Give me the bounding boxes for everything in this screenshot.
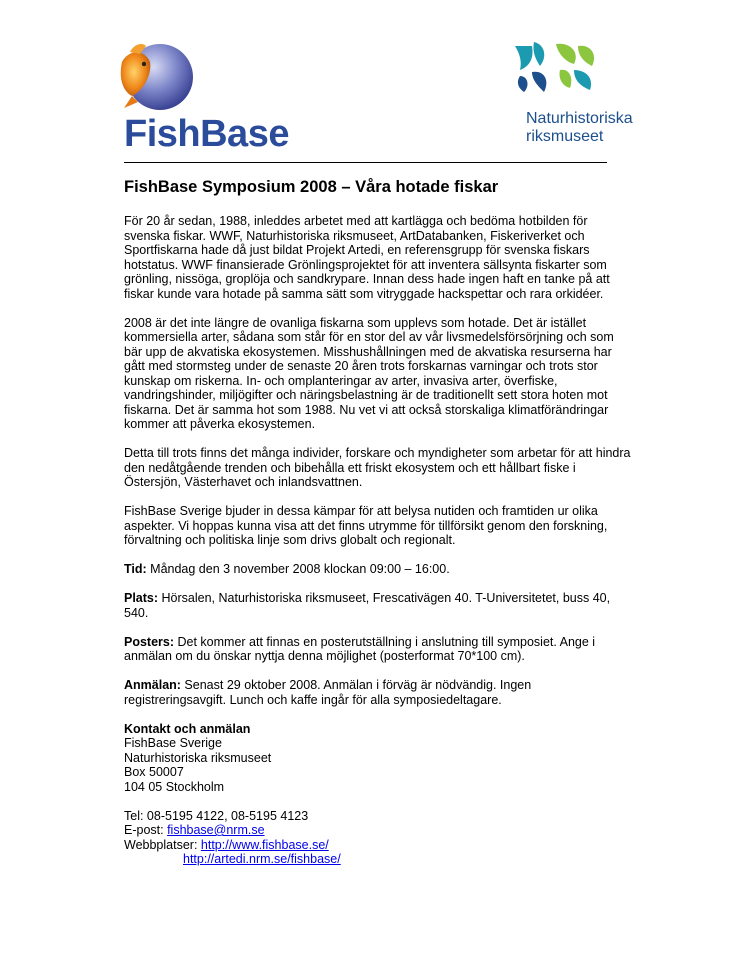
place-info (124, 591, 644, 620)
place-label: Plats: (124, 591, 159, 605)
text-line: Östersjön, Västerhavet och inlandsvattnen. (124, 475, 363, 489)
contact-line: 104 05 Stockholm (124, 779, 225, 794)
text-line: FishBase Sverige bjuder in dessa kämpar för att belysa nutiden och framtiden ur olika (124, 504, 598, 518)
text-line: grönling, nissöga, groplöja och sandkrypare. Innan dess hade ingen haft en tanke på att (124, 272, 610, 286)
text-line: För 20 år sedan, 1988, inleddes arbetet med att kartlägga och bedöma hotbilden för (124, 214, 588, 228)
contact-phone: Tel: 08-5195 4122, 08-5195 4123 (124, 808, 309, 823)
document-title: FishBase Symposium 2008 – Våra hotade fiskar (124, 178, 499, 196)
contact-web-line-2 (124, 852, 644, 867)
contact-line: Box 50007 (124, 765, 184, 779)
contact-heading: Kontakt och anmälan (124, 721, 251, 736)
email-link[interactable]: fishbase@nrm.se (167, 823, 265, 837)
web-label: Webbplatser: (124, 837, 201, 852)
text-line: hotstatus. WWF finansierade Grönlingsprojektet för att inventera sällsynta fiskarter som (124, 257, 607, 272)
text-line: fiskarna. Det är samma hot som 1988. Nu vet vi att också storskaliga klimatförändringar (124, 402, 609, 417)
posters-line (124, 635, 644, 650)
email-label: E-post: (124, 823, 168, 837)
registration-value-cont: registreringsavgift. Lunch och kaffe ingår för alla symposiedeltagare. (124, 692, 502, 707)
intro-paragraph-2 (124, 316, 644, 432)
text-line: kommersiella arter, sådana som står för en stor del av vår livsmedelsförsörjning och som (124, 330, 614, 344)
contact-web-line (124, 838, 644, 853)
website-link-fishbase[interactable]: http://www.fishbase.se/ (200, 837, 329, 852)
registration-label: Anmälan: (124, 678, 181, 692)
posters-info (124, 635, 644, 664)
registration-info (124, 678, 644, 707)
place-value: Hörsalen, Naturhistoriska riksmuseet, Frescativägen 40. T-Universitetet, buss 40, (158, 591, 611, 605)
text-line: Sportfiskarna hade då just bildat Projekt Artedi, en referensgrupp för svenska fiskars (124, 243, 590, 257)
text-line: aspekter. Vi hoppas kunna visa att det finns utrymme för tillförsikt genom den forskning, (124, 518, 608, 533)
museum-leaf-icon (515, 42, 594, 92)
time-value: Måndag den 3 november 2008 klockan 09:00 – 16:00. (146, 562, 450, 576)
document-body (124, 177, 644, 881)
text-line: bär upp de akvatiska ekosystemen. Misshushållningen med de akvatiska resurserna har (124, 344, 612, 359)
contact-details (124, 809, 644, 867)
contact-block (124, 722, 644, 795)
posters-value-cont: anmälan om du önskar nyttja denna möjlighet (posterformat 70*100 cm). (124, 649, 525, 663)
contact-line: Naturhistoriska riksmuseet (124, 750, 272, 765)
text-line: förvaltning och politiska linje som drivs globalt och regionalt. (124, 533, 456, 547)
place-line (124, 591, 644, 606)
museum-name-line2: riksmuseet (526, 128, 604, 145)
registration-line (124, 678, 644, 693)
text-line: 2008 är det inte längre de ovanliga fiskarna som upplevs som hotade. Det är istället (124, 315, 587, 330)
text-line: kommer att påverka ekosystemen. (124, 417, 316, 431)
text-line: fiskar kunde vara hotade på samma sätt som vitryggade hackspettar och rara orkidéer. (124, 286, 604, 301)
fishbase-logo (116, 40, 296, 152)
contact-email-line (124, 823, 644, 838)
text-line: vandringshinder, miljögifter och näringsbelastning är de traditionellt sett stora hoten mot (124, 388, 608, 402)
museum-name-line1: Naturhistoriska (526, 110, 633, 127)
posters-value: Det kommer att finnas en posterutställning i anslutning till symposiet. Ange i (174, 634, 596, 649)
place-value-cont: 540. (124, 605, 149, 620)
time-label: Tid: (124, 562, 147, 576)
text-line: den nedåtgående trenden och bibehålla ett friskt ekosystem och ett hållbart fiske i (124, 460, 576, 475)
contact-line: FishBase Sverige (124, 736, 222, 750)
text-line: Detta till trots finns det många individer, forskare och myndigheter som arbetar för att hindra (124, 446, 631, 460)
museum-logo-text (526, 110, 633, 146)
text-line: svenska fiskar. WWF, Naturhistoriska riksmuseet, ArtDatabanken, Fiskeriverket och (124, 228, 585, 243)
intro-paragraph-4 (124, 504, 644, 548)
fishbase-logo-text: FishBase (124, 113, 289, 152)
time-info (124, 562, 644, 577)
intro-paragraph-1 (124, 214, 644, 301)
text-line: gått med stormsteg under de senaste 20 åren trots forskarnas varningar och trots stor (124, 359, 598, 373)
time-line (124, 562, 644, 577)
text-line: kunskap om riskerna. In- och omplanteringar av arter, invasiva arter, överfiske, (124, 373, 558, 388)
registration-value: Senast 29 oktober 2008. Anmälan i förväg är nödvändig. Ingen (180, 678, 532, 692)
intro-paragraph-3 (124, 446, 644, 490)
posters-label: Posters: (124, 634, 175, 649)
header-divider (124, 162, 607, 163)
website-link-artedi[interactable]: http://artedi.nrm.se/fishbase/ (183, 852, 341, 866)
